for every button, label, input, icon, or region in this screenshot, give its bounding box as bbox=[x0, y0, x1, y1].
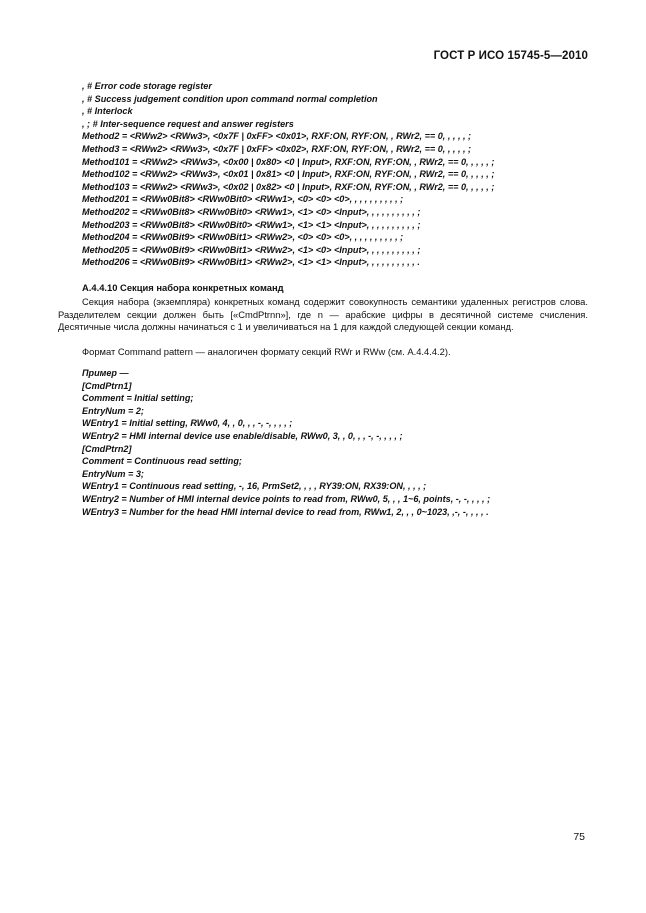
code-line: WEntry2 = Number of HMI internal device points to read from, RWw0, 5, , , 1~6, points, -, -, , , , ; bbox=[82, 493, 491, 504]
code-line: WEntry2 = HMI internal device use enable/disable, RWw0, 3, , 0, , , -, -, , , , ; bbox=[82, 430, 403, 441]
code-line: Method2 = <RWw2> <RWw3>, <0x7F | 0xFF> <0x01>, RXF:ON, RYF:ON, , RWr2, == 0, , , , , ; bbox=[82, 131, 472, 142]
code-line: Пример — bbox=[82, 368, 129, 378]
code-line: EntryNum = 3; bbox=[82, 468, 144, 479]
page-number: 75 bbox=[573, 831, 585, 843]
code-line: Method103 = <RWw2> <RWw3>, <0x02 | 0x82> <0 | Input>, RXF:ON, RYF:ON, , RWr2, == 0, , , , , ; bbox=[82, 181, 495, 192]
code-line: Method201 = <RWw0Bit8> <RWw0Bit0> <RWw1>, <0> <0> <0>, , , , , , , , , , ; bbox=[82, 194, 404, 205]
code-line: , ; # Inter-sequence request and answer registers bbox=[82, 118, 294, 129]
code-line: Comment = Initial setting; bbox=[82, 393, 194, 404]
code-line: Method206 = <RWw0Bit9> <RWw0Bit1> <RWw2>, <1> <1> <Input>, , , , , , , , , , . bbox=[82, 257, 420, 268]
code-line: Method102 = <RWw2> <RWw3>, <0x01 | 0x81> <0 | Input>, RXF:ON, RYF:ON, , RWr2, == 0, , , , , ; bbox=[82, 169, 495, 180]
code-line: Method101 = <RWw2> <RWw3>, <0x00 | 0x80> <0 | Input>, RXF:ON, RYF:ON, , RWr2, == 0, , , , , ; bbox=[82, 156, 495, 167]
code-line: [CmdPtrn1] bbox=[82, 380, 132, 391]
code-line: Method205 = <RWw0Bit9> <RWw0Bit1> <RWw2>, <1> <0> <Input>, , , , , , , , , , ; bbox=[82, 244, 421, 255]
document-header: ГОСТ Р ИСО 15745-5—2010 bbox=[433, 50, 588, 62]
code-listing-methods bbox=[82, 80, 602, 269]
code-line: Method3 = <RWw2> <RWw3>, <0x7F | 0xFF> <0x02>, RXF:ON, RYF:ON, , RWr2, == 0, , , , , ; bbox=[82, 143, 472, 154]
code-line: WEntry1 = Initial setting, RWw0, 4, , 0, , , -, -, , , , ; bbox=[82, 418, 293, 429]
code-listing-example bbox=[82, 367, 602, 518]
body-paragraph: Секция набора (экземпляра) конкретных команд содержит совокупность семантики удаленных регистров слова. Разделителем секции должен быть [«CmdPtrnn»], где n — арабские цифры в десятичной системе счисления. Десятичные числа должны начинаться с 1 и увеличиваться на 1 для каждой следующей секции команд. bbox=[58, 296, 588, 333]
code-line: Method203 = <RWw0Bit8> <RWw0Bit0> <RWw1>, <1> <1> <Input>, , , , , , , , , , ; bbox=[82, 219, 421, 230]
code-line: WEntry3 = Number for the head HMI internal device to read from, RWw1, 2, , , 0~1023, ,-, -, , , , . bbox=[82, 506, 489, 517]
code-line: , # Interlock bbox=[82, 106, 133, 117]
code-line: Comment = Continuous read setting; bbox=[82, 456, 242, 467]
body-paragraph: Формат Command pattern — аналогичен формату секций RWr и RWw (см. А.4.4.4.2). bbox=[82, 346, 451, 357]
code-line: Method204 = <RWw0Bit9> <RWw0Bit1> <RWw2>, <0> <0> <0>, , , , , , , , , , ; bbox=[82, 232, 404, 243]
code-line: WEntry1 = Continuous read setting, -, 16, PrmSet2, , , , RY39:ON, RX39:ON, , , , ; bbox=[82, 481, 427, 492]
code-line: , # Error code storage register bbox=[82, 81, 212, 91]
code-line: Method202 = <RWw0Bit8> <RWw0Bit0> <RWw1>, <1> <0> <Input>, , , , , , , , , , ; bbox=[82, 206, 421, 217]
code-line: [CmdPtrn2] bbox=[82, 443, 132, 454]
code-line: EntryNum = 2; bbox=[82, 405, 144, 416]
section-heading: А.4.4.10 Секция набора конкретных команд bbox=[82, 282, 284, 293]
code-line: , # Success judgement condition upon command normal completion bbox=[82, 93, 378, 104]
